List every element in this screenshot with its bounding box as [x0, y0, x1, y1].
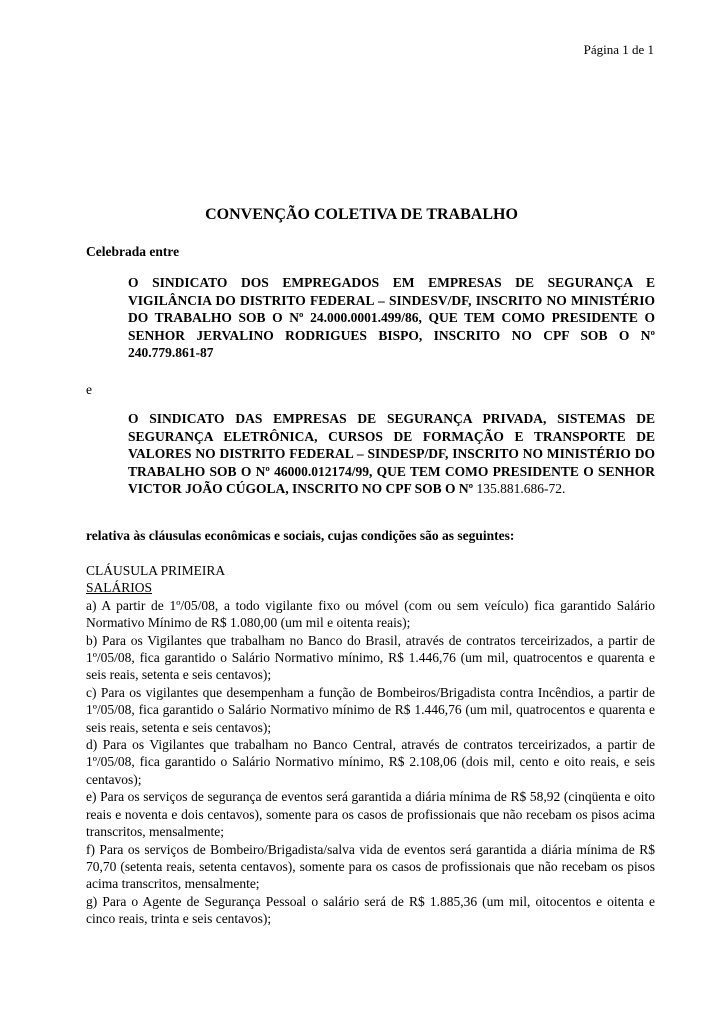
- clause-heading: CLÁUSULA PRIMEIRA: [86, 563, 226, 578]
- document-title: CONVENÇÃO COLETIVA DE TRABALHO: [205, 206, 518, 223]
- clause-item-e: e) Para os serviços de segurança de eventos será garantida a diária mínima de R$ 58,92 (cinqüenta e oito reais e noventa e dois centavos), somente para os casos de profissionais que não recebam os pisos acima transcritos, mensalmente;: [86, 789, 655, 840]
- party-two-cpf-number: 135.881.686-72.: [473, 481, 566, 497]
- party-two-paragraph: [128, 410, 655, 498]
- clause-section: [86, 562, 655, 928]
- clause-item-a: a) A partir de 1º/05/08, a todo vigilante fixo ou móvel (com ou sem veículo) fica garantido Salário Normativo Mínimo de R$ 1.080,00 (um mil e oitenta reais);: [86, 597, 655, 631]
- clause-subheading: SALÁRIOS: [86, 580, 153, 596]
- clause-item-b: b) Para os Vigilantes que trabalham no Banco do Brasil, através de contratos terceirizados, a partir de 1º/05/08, fica garantido o Salário Normativo mínimo, R$ 1.446,76 (um mil, quatrocentos e quarenta e seis reais, setenta e seis centavos);: [86, 632, 655, 683]
- party-one-paragraph: O SINDICATO DOS EMPREGADOS EM EMPRESAS DE SEGURANÇA E VIGILÂNCIA DO DISTRITO FEDERAL – SINDESV/DF, INSCRITO NO MINISTÉRIO DO TRABALHO SOB O Nº 24.000.0001.499/86, QUE TEM COMO PRESIDENTE O SENHOR JERVALINO RODRIGUES BISPO, INSCRITO NO CPF SOB O Nº 240.779.861-87: [128, 275, 655, 361]
- conjunction-text: e: [86, 382, 92, 397]
- page-number: Página 1 de 1: [583, 42, 654, 57]
- party-two-bold-text: O SINDICATO DAS EMPRESAS DE SEGURANÇA PRIVADA, SISTEMAS DE SEGURANÇA ELETRÔNICA, CURSOS DE FORMAÇÃO E TRANSPORTE DE VALORES NO DISTRITO FEDERAL – SINDESP/DF, INSCRITO NO MINISTÉRIO DO TRABALHO SOB O Nº 46000.012174/99, QUE TEM COMO PRESIDENTE O SENHOR VICTOR JOÃO CÚGOLA, INSCRITO NO CPF SOB O Nº: [128, 411, 655, 497]
- celebrada-label: Celebrada entre: [86, 244, 180, 259]
- clause-item-g: g) Para o Agente de Segurança Pessoal o salário será de R$ 1.885,36 (um mil, oitocentos e oitenta e cinco reais, trinta e seis centavos);: [86, 893, 655, 927]
- clause-item-c: c) Para os vigilantes que desempenham a função de Bombeiros/Brigadista contra Incêndios, a partir de 1º/05/08, fica garantido o Salário Normativo mínimo de R$ 1.446,76 (um mil, quatrocentos e quarenta e seis reais, setenta e seis centavos);: [86, 684, 655, 735]
- relativa-statement: relativa às cláusulas econômicas e sociais, cujas condições são as seguintes:: [86, 528, 515, 543]
- clause-item-d: d) Para os Vigilantes que trabalham no Banco Central, através de contratos terceirizados, a partir de 1º/05/08, fica garantido o Salário Normativo mínimo, R$ 2.108,06 (dois mil, cento e oito reais, e seis centavos);: [86, 737, 655, 787]
- clause-item-f: f) Para os serviços de Bombeiro/Brigadista/salva vida de eventos será garantida a diária mínima de R$ 70,70 (setenta reais, setenta centavos), somente para os casos de profissionais que não recebam os pisos acima transcritos, mensalmente;: [86, 841, 655, 892]
